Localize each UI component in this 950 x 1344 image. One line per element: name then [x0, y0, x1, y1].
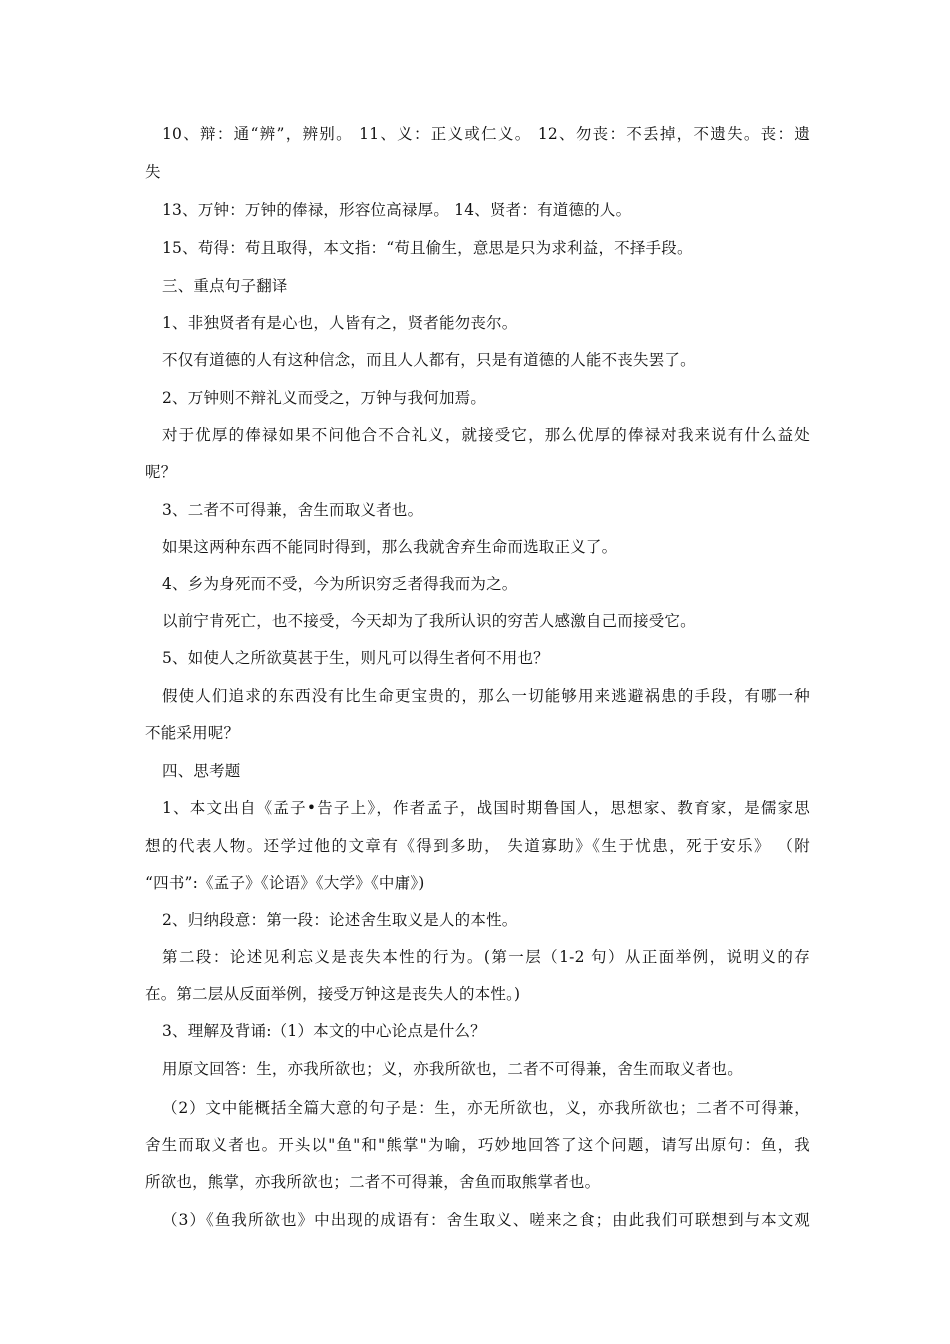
text-line: 不仅有道德的人有这种信念，而且人人都有，只是有道德的人能不丧失罢了。	[162, 351, 696, 369]
text-line: 2、归纳段意：第一段：论述舍生取义是人的本性。	[162, 911, 518, 929]
text-line: （2）文中能概括全篇大意的句子是：生，亦无所欲也，义，亦我所欲也；二者不可得兼，	[162, 1099, 810, 1117]
text-line: 5、如使人之所欲莫甚于生，则凡可以得生者何不用也？	[162, 649, 549, 667]
text-line: 2、万钟则不辩礼义而受之，万钟与我何加焉。	[162, 389, 487, 407]
text-line: “四书”:《孟子》《论语》《大学》《中庸》)	[145, 874, 425, 892]
text-line: 15、苟得：苟且取得，本文指：“苟且偷生，意思是只为求利益，不择手段。	[162, 239, 693, 257]
text-line: 3、理解及背诵:（1）本文的中心论点是什么？	[162, 1022, 486, 1040]
section-heading: 三、重点句子翻译	[162, 277, 288, 295]
text-line: 想的代表人物。还学过他的文章有《得到多助， 失道寡助》《生于忧患，死于安乐》 （附	[145, 837, 810, 855]
text-line: 如果这两种东西不能同时得到，那么我就舍弃生命而选取正义了。	[162, 538, 618, 556]
text-line: 用原文回答：生，亦我所欲也；义，亦我所欲也，二者不可得兼，舍生而取义者也。	[162, 1060, 743, 1078]
text-line: 1、非独贤者有是心也，人皆有之，贤者能勿丧尔。	[162, 314, 518, 332]
text-line: 呢？	[145, 463, 177, 481]
text-line: 以前宁肯死亡，也不接受，今天却为了我所认识的穷苦人感激自己而接受它。	[162, 612, 696, 630]
text-line: 所欲也，熊掌，亦我所欲也；二者不可得兼，舍鱼而取熊掌者也。	[145, 1173, 601, 1191]
text-line: 10、辩：通“辨”，辨别。 11、义：正义或仁义。 12、勿丧：不丢掉，不遗失。丧：遗	[162, 125, 810, 143]
text-line: 1、本文出自《孟子•告子上》，作者孟子，战国时期鲁国人，思想家、教育家，是儒家思	[162, 799, 810, 817]
text-line: 第二段：论述见利忘义是丧失本性的行为。(第一层（1-2 句）从正面举例，说明义的存	[162, 948, 810, 966]
text-line: 失	[145, 163, 161, 181]
text-line: （3）《鱼我所欲也》中出现的成语有：舍生取义、嗟来之食；由此我们可联想到与本文观	[162, 1211, 810, 1229]
text-line: 3、二者不可得兼，舍生而取义者也。	[162, 501, 424, 519]
text-line: 在。第二层从反面举例，接受万钟这是丧失人的本性。)	[145, 985, 521, 1003]
text-line: 舍生而取义者也。开头以"鱼"和"熊掌"为喻，巧妙地回答了这个问题，请写出原句：鱼，我	[145, 1136, 810, 1154]
text-line: 对于优厚的俸禄如果不问他合不合礼义，就接受它，那么优厚的俸禄对我来说有什么益处	[162, 426, 810, 444]
text-line: 13、万钟：万钟的俸禄，形容位高禄厚。 14、贤者：有道德的人。	[162, 201, 632, 219]
text-line: 4、乡为身死而不受，今为所识穷乏者得我而为之。	[162, 575, 518, 593]
text-line: 不能采用呢？	[145, 724, 240, 742]
section-heading: 四、思考题	[162, 762, 241, 780]
text-line: 假使人们追求的东西没有比生命更宝贵的，那么一切能够用来逃避祸患的手段，有哪一种	[162, 687, 810, 705]
